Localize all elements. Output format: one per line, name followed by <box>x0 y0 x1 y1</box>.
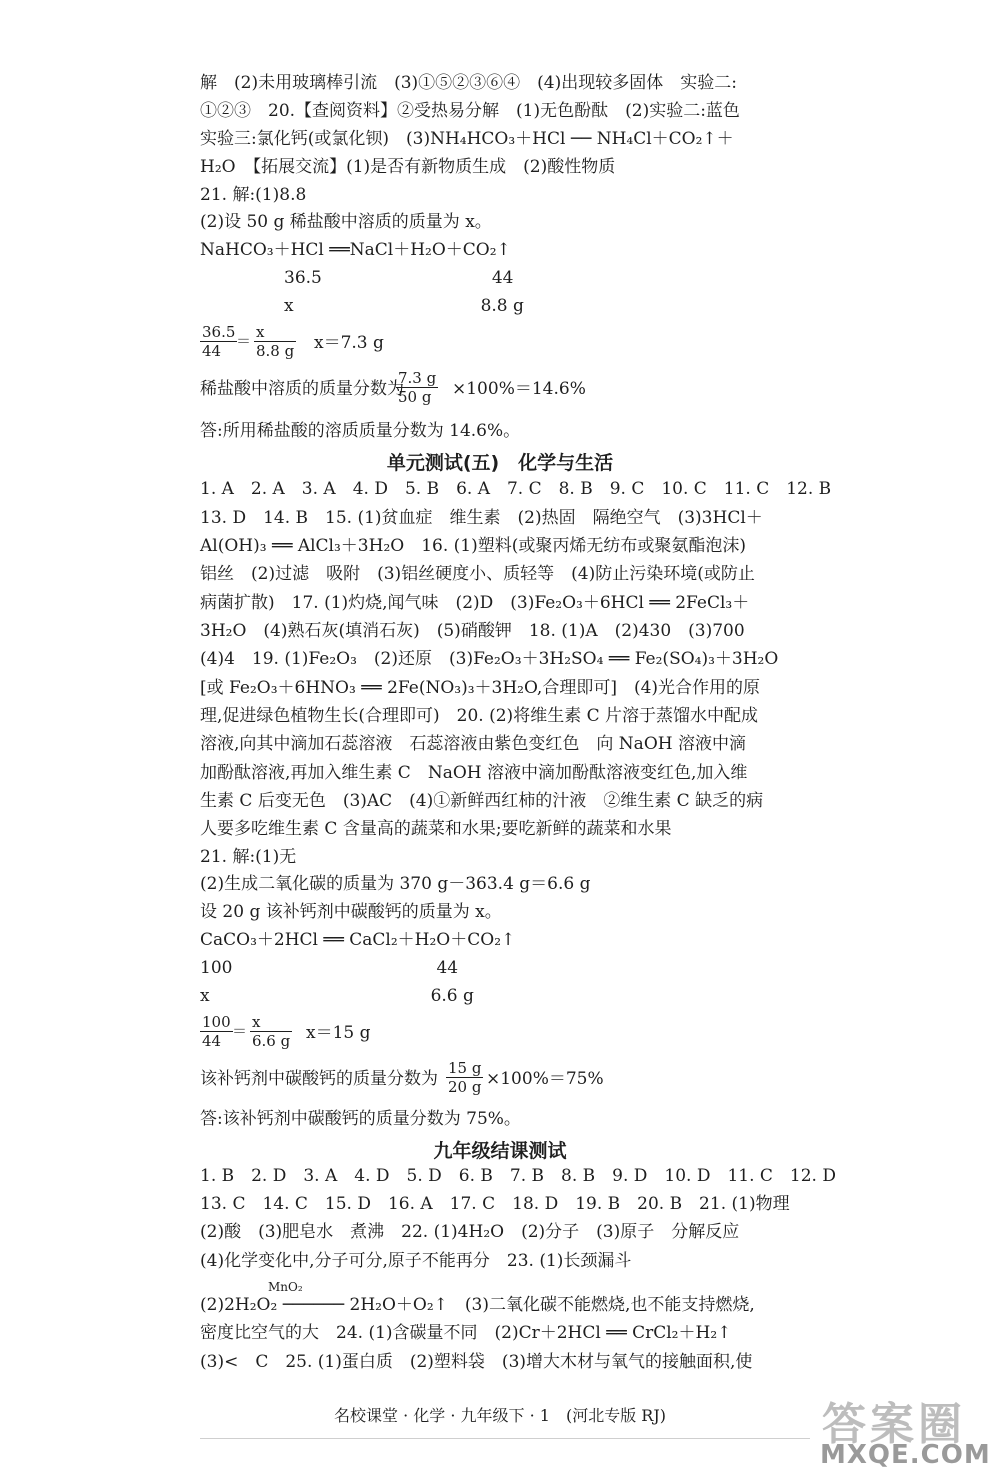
text-line: 稀盐酸中溶质的质量分数为 <box>200 379 404 399</box>
watermark-url: MXQE.COM <box>820 1440 991 1470</box>
fraction-denominator: 20 g <box>448 1078 482 1096</box>
fraction <box>254 323 296 360</box>
fraction-denominator: 44 <box>202 1032 222 1050</box>
text-line: 设 20 g 该补钙剂中碳酸钙的质量为 x。 <box>200 902 502 922</box>
fraction-denominator: 8.8 g <box>256 342 295 360</box>
text-line: 理,促进绿色植物生长(合理即可) 20. (2)将维生素 C 片溶于蒸馏水中配成 <box>200 706 759 726</box>
text-line: 人要多吃维生素 C 含量高的蔬菜和水果;要吃新鲜的蔬菜和水果 <box>200 819 672 839</box>
text-line: 密度比空气的大 24. (1)含碳量不同 (2)Cr＋2HCl ══ CrCl₂＋H₂↑ <box>200 1323 732 1343</box>
watermark-logo: 答案圈 <box>822 1399 966 1450</box>
text-line: (4)4 19. (1)Fe₂O₃ (2)还原 (3)Fe₂O₃＋3H₂SO₄ ══ Fe₂(SO₄)₃＋3H₂O <box>200 649 779 669</box>
fraction <box>396 369 438 406</box>
equation-coefficients: 100 44 <box>200 958 459 978</box>
text-line: 21. 解:(1)8.8 <box>200 185 307 205</box>
fraction <box>200 323 237 360</box>
text-line: 病菌扩散) 17. (1)灼烧,闻气味 (2)D (3)Fe₂O₃＋6HCl ══ 2FeCl₃＋ <box>200 593 750 613</box>
equation-unknowns: x 6.6 g <box>200 986 474 1006</box>
catalyst-label: MnO₂ <box>268 1280 303 1294</box>
text-line: (2)设 50 g 稀盐酸中溶质的质量为 x。 <box>200 212 492 232</box>
text-line: 1. B 2. D 3. A 4. D 5. D 6. B 7. B 8. B 9. D 10. D 11. C 12. D <box>200 1166 836 1186</box>
fraction-numerator: x <box>254 323 296 342</box>
equation-line: (2)2H₂O₂ ────── 2H₂O＋O₂↑ (3)二氧化碳不能燃烧,也不能支持燃烧, <box>200 1295 755 1315</box>
text-line: 溶液,向其中滴加石蕊溶液 石蕊溶液由紫色变红色 向 NaOH 溶液中滴 <box>200 734 746 754</box>
fraction-numerator: 15 g <box>448 1059 482 1077</box>
text-line: 解 (2)未用玻璃棒引流 (3)①⑤②③⑥④ (4)出现较多固体 实验二: <box>200 73 737 93</box>
text-line: 实验三:氯化钙(或氯化钡) (3)NH₄HCO₃＋HCl ── NH₄Cl＋CO₂↑＋ <box>200 129 734 149</box>
fraction-denominator: 6.6 g <box>252 1032 291 1050</box>
text-line: ×100%＝75% <box>486 1069 604 1089</box>
section-heading: 单元测试(五) 化学与生活 <box>386 452 614 474</box>
result-text: x＝7.3 g <box>314 333 384 353</box>
result-text: x＝15 g <box>306 1023 371 1043</box>
fraction-numerator: 100 <box>202 1013 231 1031</box>
equation-coefficients: 36.5 44 <box>284 268 514 288</box>
fraction-numerator: x <box>250 1013 292 1032</box>
answer-line: 答:该补钙剂中碳酸钙的质量分数为 75%。 <box>200 1109 521 1129</box>
section-heading: 九年级结课测试 <box>433 1140 567 1162</box>
text-line: 生素 C 后变无色 (3)AC (4)①新鲜西红柿的汁液 ②维生素 C 缺乏的病 <box>200 791 764 811</box>
text-line: (4)化学变化中,分子可分,原子不能再分 23. (1)长颈漏斗 <box>200 1251 632 1271</box>
fraction-denominator: 50 g <box>398 388 432 406</box>
text-line: 21. 解:(1)无 <box>200 847 297 867</box>
equation-line: NaHCO₃＋HCl ══NaCl＋H₂O＋CO₂↑ <box>200 240 511 260</box>
equals-sign: ＝ <box>236 332 252 350</box>
page-footer: 名校课堂 · 化学 · 九年级下 · 1 (河北专版 RJ) <box>334 1406 666 1425</box>
text-line: Al(OH)₃ ══ AlCl₃＋3H₂O 16. (1)塑料(或聚丙烯无纺布或聚氨酯泡沫) <box>200 536 746 556</box>
fraction-numerator: 36.5 <box>202 323 236 341</box>
answer-line: 答:所用稀盐酸的溶质质量分数为 14.6%。 <box>200 421 521 441</box>
text-line: [或 Fe₂O₃＋6HNO₃ ══ 2Fe(NO₃)₃＋3H₂O,合理即可] (4)光合作用的原 <box>200 678 761 698</box>
text-line: ①②③ 20.【查阅资料】②受热易分解 (1)无色酚酞 (2)实验二:蓝色 <box>200 101 740 121</box>
fraction <box>446 1059 483 1096</box>
fraction <box>200 1013 233 1050</box>
text-line: 13. D 14. B 15. (1)贫血症 维生素 (2)热固 隔绝空气 (3)3HCl＋ <box>200 508 763 528</box>
fraction <box>250 1013 292 1050</box>
fraction-denominator: 44 <box>202 342 222 360</box>
text-line: ×100%＝14.6% <box>452 379 586 399</box>
divider <box>200 1438 810 1439</box>
text-line: 3H₂O (4)熟石灰(填消石灰) (5)硝酸钾 18. (1)A (2)430 (3)700 <box>200 621 745 641</box>
text-line: (2)酸 (3)肥皂水 煮沸 22. (1)4H₂O (2)分子 (3)原子 分解反应 <box>200 1222 740 1242</box>
equation-unknowns: x 8.8 g <box>284 296 524 316</box>
text-line: 1. A 2. A 3. A 4. D 5. B 6. A 7. C 8. B 9. C 10. C 11. C 12. B <box>200 479 832 499</box>
text-line: 该补钙剂中碳酸钙的质量分数为 <box>200 1069 438 1089</box>
text-line: H₂O 【拓展交流】(1)是否有新物质生成 (2)酸性物质 <box>200 157 616 177</box>
text-line: (3)< C 25. (1)蛋白质 (2)塑料袋 (3)增大木材与氧气的接触面积,使 <box>200 1352 753 1372</box>
equals-sign: ＝ <box>232 1022 248 1040</box>
fraction-numerator: 7.3 g <box>398 369 437 387</box>
equation-line: CaCO₃＋2HCl ══ CaCl₂＋H₂O＋CO₂↑ <box>200 930 516 950</box>
text-line: (2)生成二氧化碳的质量为 370 g－363.4 g＝6.6 g <box>200 874 591 894</box>
text-line: 13. C 14. C 15. D 16. A 17. C 18. D 19. B 20. B 21. (1)物理 <box>200 1194 790 1214</box>
text-line: 加酚酞溶液,再加入维生素 C NaOH 溶液中滴加酚酞溶液变红色,加入维 <box>200 763 748 783</box>
text-line: 铝丝 (2)过滤 吸附 (3)铝丝硬度小、质轻等 (4)防止污染环境(或防止 <box>200 564 755 584</box>
